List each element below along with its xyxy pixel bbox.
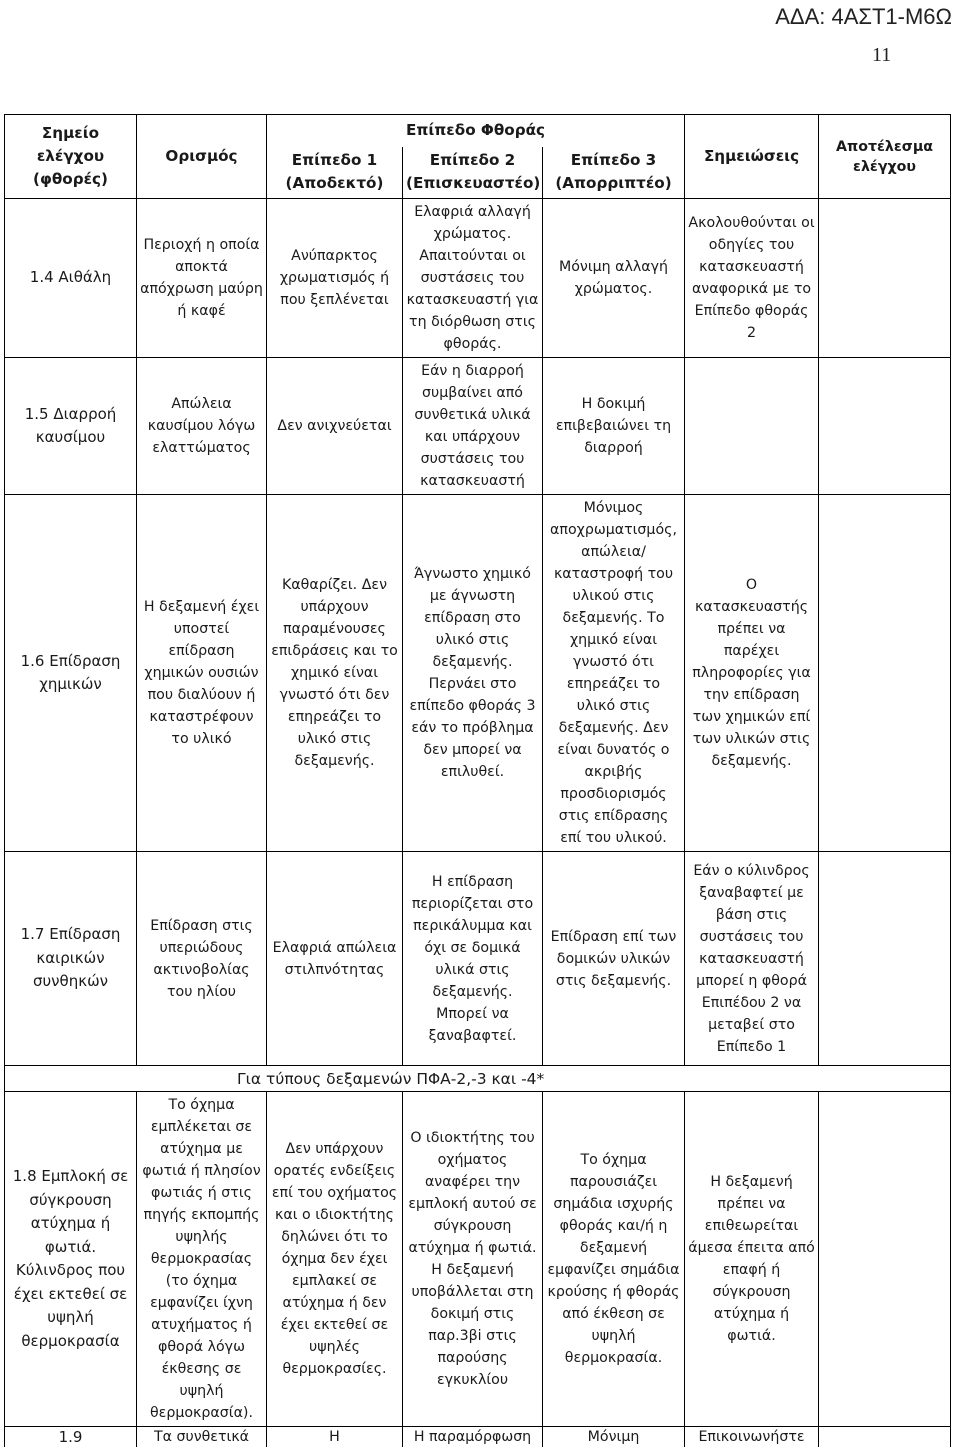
cell-definition: Επίδραση στις υπεριώδους ακτινοβολίας του ηλίου [137,852,267,1066]
cell-level-1: Δεν ανιχνεύεται [267,358,403,495]
table-row [5,358,951,495]
cell-definition: Τα συνθετικά [137,1427,267,1447]
cell-result [819,358,951,495]
header-notes: Σημειώσεις [685,115,819,199]
cell-check-point: 1.9 [5,1427,137,1447]
cell-check-point: 1.8 Εμπλοκή σε σύγκρουση ατύχημα ή φωτιά. Κύλινδρος που έχει εκτεθεί σε υψηλή θερμοκρασία [5,1092,137,1427]
header-damage-level: Επίπεδο Φθοράς [267,115,685,147]
cell-check-point: 1.5 Διαρροή καυσίμου [5,358,137,495]
cell-notes: Ακολουθούνται οι οδηγίες του κατασκευαστή αναφορικά με το Επίπεδο φθοράς 2 [685,199,819,358]
cell-notes [685,358,819,495]
cell-level-2: Η επίδραση περιορίζεται στο περικάλυμμα και όχι σε δομικά υλικά στις δεξαμενής. Μπορεί να ξαναβαφτεί. [403,852,543,1066]
cell-level-2: Εάν η διαρροή συμβαίνει από συνθετικά υλικά και υπάρχουν συστάσεις του κατασκευαστή [403,358,543,495]
cell-check-point: 1.4 Αιθάλη [5,199,137,358]
cell-result [819,1427,951,1447]
ada-code: ΑΔΑ: 4ΑΣΤ1-Μ6Ω [775,4,952,29]
cell-result [819,1092,951,1427]
cell-level-3: Το όχημα παρουσιάζει σημάδια ισχυρής φθοράς και/ή η δεξαμενή εμφανίζει σημάδια κρούσης ή φθοράς από έκθεση σε υψηλή θερμοκρασία. [543,1092,685,1427]
table-row-tank-types [5,1066,951,1092]
damage-levels-table [4,114,951,1447]
cell-level-2: Ελαφριά αλλαγή χρώματος. Απαιτούνται οι συστάσεις του κατασκευαστή για τη διόρθωση στις φθοράς. [403,199,543,358]
header-level-1: Επίπεδο 1 (Αποδεκτό) [267,147,403,199]
cell-notes: Η δεξαμενή πρέπει να επιθεωρείται άμεσα έπειτα από επαφή ή σύγκρουση ατύχημα ή φωτιά. [685,1092,819,1427]
cell-result [819,852,951,1066]
cell-notes: Εάν ο κύλινδρος ξαναβαφτεί με βάση στις συστάσεις του κατασκευαστή μπορεί η φθορά Επιπέδου 2 να μεταβεί στο Επίπεδο 1 [685,852,819,1066]
cell-notes: Επικοινωνήστε [685,1427,819,1447]
cell-level-3: Η δοκιμή επιβεβαιώνει τη διαρροή [543,358,685,495]
cell-result [819,495,951,852]
cell-tank-types-note: Για τύπους δεξαμενών ΠΦΑ-2,-3 και -4* [5,1066,951,1092]
cell-level-2: Η παραμόρφωση [403,1427,543,1447]
header-check-point: Σημείο ελέγχου (φθορές) [5,115,137,199]
cell-level-3: Επίδραση επί των δομικών υλικών στις δεξαμενής. [543,852,685,1066]
cell-level-1: Δεν υπάρχουν ορατές ενδείξεις επί του οχήματος και ο ιδιοκτήτης δηλώνει ότι το όχημα δεν έχει εμπλακεί σε ατύχημα ή δεν έχει εκτεθεί σε υψηλές θερμοκρασίες. [267,1092,403,1427]
cell-level-1: Καθαρίζει. Δεν υπάρχουν παραμένουσες επιδράσεις και το χημικό είναι γνωστό ότι δεν επηρεάζει το υλικό στις δεξαμενής. [267,495,403,852]
cell-level-3: Μόνιμη αλλαγή χρώματος. [543,199,685,358]
cell-result [819,199,951,358]
table-row [5,199,951,358]
table-row [5,495,951,852]
cell-definition: Απώλεια καυσίμου λόγω ελαττώματος [137,358,267,495]
table-row [5,852,951,1066]
cell-level-3: Μόνιμος αποχρωματισμός, απώλεια/καταστροφή του υλικού στις δεξαμενής. Το χημικό είναι γνωστό ότι επηρεάζει το υλικό στις δεξαμενής. Δεν είναι δυνατός ο ακριβής προσδιορισμός στις επίδρασης επί του υλικού. [543,495,685,852]
cell-check-point: 1.6 Επίδραση χημικών [5,495,137,852]
cell-level-2: Ο ιδιοκτήτης του οχήματος αναφέρει την εμπλοκή αυτού σε σύγκρουση ατύχημα ή φωτιά. Η δεξαμενή υποβάλλεται στη δοκιμή στις παρ.3βi στις παρούσης εγκυκλίου [403,1092,543,1427]
cell-notes: Ο κατασκευαστής πρέπει να παρέχει πληροφορίες για την επίδραση των χημικών επί των υλικών στις δεξαμενής. [685,495,819,852]
table-row [5,1427,951,1447]
cell-level-1: Η [267,1427,403,1447]
cell-level-2: Άγνωστο χημικό με άγνωστη επίδραση στο υλικό στις δεξαμενής. Περνάει στο επίπεδο φθοράς 3 εάν το πρόβλημα δεν μπορεί να επιλυθεί. [403,495,543,852]
cell-level-1: Ελαφριά απώλεια στιλπνότητας [267,852,403,1066]
cell-definition: Περιοχή η οποία αποκτά απόχρωση μαύρη ή καφέ [137,199,267,358]
cell-definition: Η δεξαμενή έχει υποστεί επίδραση χημικών ουσιών που διαλύουν ή καταστρέφουν το υλικό [137,495,267,852]
cell-check-point: 1.7 Επίδραση καιρικών συνθηκών [5,852,137,1066]
cell-level-1: Ανύπαρκτος χρωματισμός ή που ξεπλένεται [267,199,403,358]
table-row [5,1092,951,1427]
cell-definition: Το όχημα εμπλέκεται σε ατύχημα με φωτιά ή πλησίον φωτιάς ή στις πηγής εκπομπής υψηλής θερμοκρασίας (το όχημα εμφανίζει ίχνη ατυχήματος ή φθορά λόγω έκθεσης σε υψηλή θερμοκρασία). [137,1092,267,1427]
page-number: 11 [872,44,892,66]
header-level-3: Επίπεδο 3 (Απορριπτέο) [543,147,685,199]
header-level-2: Επίπεδο 2 (Επισκευαστέο) [403,147,543,199]
cell-level-3: Μόνιμη [543,1427,685,1447]
header-definition: Ορισμός [137,115,267,199]
header-result: Αποτέλεσμα ελέγχου [819,115,951,199]
header-row-top [5,115,951,147]
